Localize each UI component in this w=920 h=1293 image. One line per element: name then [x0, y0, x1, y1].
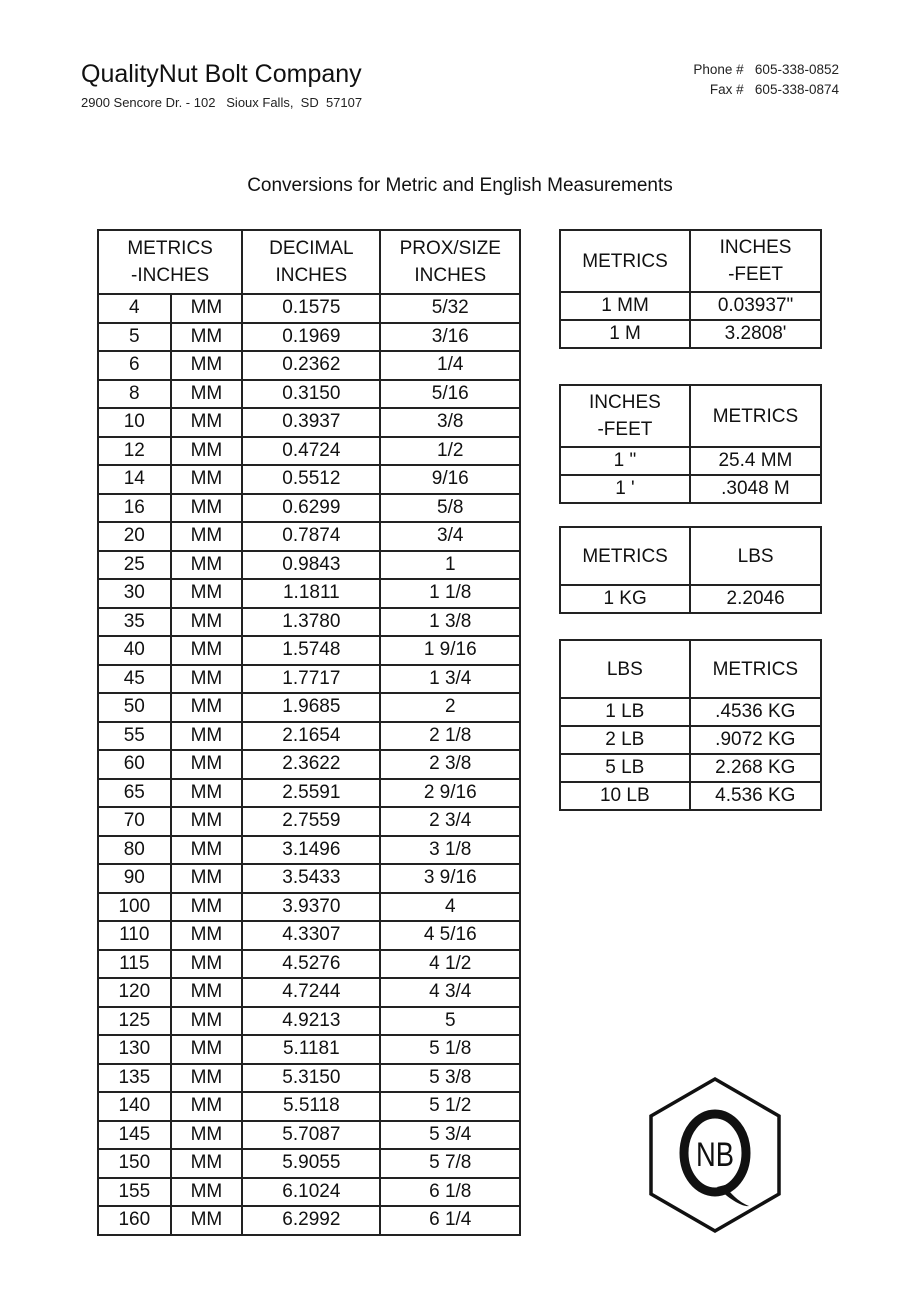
- table-row: [98, 494, 520, 523]
- mm-value: 70: [98, 807, 171, 836]
- mm-unit: MM: [171, 608, 243, 637]
- approx-size-inches: 1/2: [380, 437, 520, 466]
- column-header: [560, 527, 690, 585]
- table-header-row: [560, 527, 821, 585]
- mm-unit: MM: [171, 978, 243, 1007]
- to-value: 25.4 MM: [690, 447, 821, 475]
- mm-unit: MM: [171, 1149, 243, 1178]
- decimal-inches: 6.2992: [242, 1206, 380, 1235]
- mm-value: 125: [98, 1007, 171, 1036]
- mm-value: 120: [98, 978, 171, 1007]
- decimal-inches: 4.5276: [242, 950, 380, 979]
- table-row: [98, 408, 520, 437]
- table-row: [98, 351, 520, 380]
- mm-unit: MM: [171, 693, 243, 722]
- decimal-inches: 1.3780: [242, 608, 380, 637]
- from-value: 1 MM: [560, 292, 690, 320]
- mm-unit: MM: [171, 465, 243, 494]
- inches-feet-to-metric-table: [559, 384, 822, 504]
- column-header: [690, 230, 821, 292]
- decimal-inches: 0.2362: [242, 351, 380, 380]
- table-row: [98, 1178, 520, 1207]
- mm-unit: MM: [171, 722, 243, 751]
- approx-size-inches: 1: [380, 551, 520, 580]
- column-header: [690, 640, 821, 698]
- approx-size-inches: 4 1/2: [380, 950, 520, 979]
- mm-unit: MM: [171, 1035, 243, 1064]
- column-header-line: PROX/SIZE: [399, 238, 501, 259]
- phone-line: [693, 60, 839, 80]
- mm-value: 160: [98, 1206, 171, 1235]
- table-row: [98, 722, 520, 751]
- column-header-line: INCHES: [414, 265, 487, 286]
- from-value: 10 LB: [560, 782, 690, 810]
- decimal-inches: 0.3150: [242, 380, 380, 409]
- decimal-inches: 2.3622: [242, 750, 380, 779]
- table-row: [98, 836, 520, 865]
- table-row: [560, 754, 821, 782]
- mm-unit: MM: [171, 437, 243, 466]
- mm-unit: MM: [171, 551, 243, 580]
- table-row: [98, 1092, 520, 1121]
- table-row: [560, 585, 821, 613]
- table-row: [98, 551, 520, 580]
- approx-size-inches: 5 3/4: [380, 1121, 520, 1150]
- from-value: 1 ': [560, 475, 690, 503]
- decimal-inches: 4.7244: [242, 978, 380, 1007]
- approx-size-inches: 3 1/8: [380, 836, 520, 865]
- mm-unit: MM: [171, 1206, 243, 1235]
- decimal-inches: 2.1654: [242, 722, 380, 751]
- approx-size-inches: 5 3/8: [380, 1064, 520, 1093]
- approx-size-inches: 5 1/2: [380, 1092, 520, 1121]
- table-row: [98, 893, 520, 922]
- contact-info: [693, 60, 839, 100]
- approx-size-inches: 2 1/8: [380, 722, 520, 751]
- column-header: [98, 230, 242, 294]
- column-header: [560, 230, 690, 292]
- approx-size-inches: 2: [380, 693, 520, 722]
- mm-unit: MM: [171, 893, 243, 922]
- column-header-line: METRICS: [712, 658, 799, 680]
- table-header-row: [560, 640, 821, 698]
- mm-unit: MM: [171, 836, 243, 865]
- column-header: [560, 640, 690, 698]
- mm-value: 20: [98, 522, 171, 551]
- mm-unit: MM: [171, 779, 243, 808]
- decimal-inches: 1.7717: [242, 665, 380, 694]
- qnb-hexagon-logo-icon: [645, 1075, 785, 1235]
- column-header-line: LBS: [737, 545, 774, 567]
- table-row: [98, 1007, 520, 1036]
- table-row: [98, 579, 520, 608]
- table-header-row: [98, 230, 520, 294]
- table-row: [98, 750, 520, 779]
- decimal-inches: 5.1181: [242, 1035, 380, 1064]
- table-header-row: [560, 230, 821, 292]
- table-row: [98, 522, 520, 551]
- mm-value: 10: [98, 408, 171, 437]
- mm-unit: MM: [171, 380, 243, 409]
- mm-value: 25: [98, 551, 171, 580]
- to-value: .4536 KG: [690, 698, 821, 726]
- table-row: [560, 320, 821, 348]
- table-row: [560, 698, 821, 726]
- mm-unit: MM: [171, 636, 243, 665]
- to-value: .9072 KG: [690, 726, 821, 754]
- approx-size-inches: 3/4: [380, 522, 520, 551]
- fax-label: Fax #: [709, 82, 744, 97]
- mm-value: 35: [98, 608, 171, 637]
- column-header-line: DECIMAL: [269, 238, 354, 259]
- decimal-inches: 4.9213: [242, 1007, 380, 1036]
- approx-size-inches: 3 9/16: [380, 864, 520, 893]
- mm-unit: MM: [171, 807, 243, 836]
- mm-unit: MM: [171, 1121, 243, 1150]
- column-header-line: METRICS: [582, 250, 668, 272]
- column-header-line: METRICS: [127, 238, 213, 259]
- mm-value: 16: [98, 494, 171, 523]
- approx-size-inches: 5/16: [380, 380, 520, 409]
- mm-value: 65: [98, 779, 171, 808]
- mm-value: 145: [98, 1121, 171, 1150]
- approx-size-inches: 1/4: [380, 351, 520, 380]
- mm-unit: MM: [171, 494, 243, 523]
- mm-value: 55: [98, 722, 171, 751]
- decimal-inches: 0.1575: [242, 294, 380, 323]
- column-header-line: METRICS: [712, 405, 799, 427]
- mm-unit: MM: [171, 750, 243, 779]
- table-header-row: [560, 385, 821, 447]
- from-value: 1 KG: [560, 585, 690, 613]
- mm-unit: MM: [171, 1007, 243, 1036]
- decimal-inches: 4.3307: [242, 921, 380, 950]
- mm-value: 110: [98, 921, 171, 950]
- mm-unit: MM: [171, 579, 243, 608]
- approx-size-inches: 5/8: [380, 494, 520, 523]
- approx-size-inches: 1 3/4: [380, 665, 520, 694]
- table-row: [560, 726, 821, 754]
- kg-to-lbs-table: [559, 526, 822, 614]
- from-value: 1 ": [560, 447, 690, 475]
- decimal-inches: 3.1496: [242, 836, 380, 865]
- table-row: [98, 1121, 520, 1150]
- approx-size-inches: 6 1/8: [380, 1178, 520, 1207]
- mm-value: 12: [98, 437, 171, 466]
- mm-unit: MM: [171, 1178, 243, 1207]
- column-header: [690, 527, 821, 585]
- column-header-line: -INCHES: [131, 265, 210, 286]
- from-value: 1 M: [560, 320, 690, 348]
- mm-unit: MM: [171, 294, 243, 323]
- approx-size-inches: 9/16: [380, 465, 520, 494]
- table-row: [98, 864, 520, 893]
- approx-size-inches: 3/8: [380, 408, 520, 437]
- decimal-inches: 5.9055: [242, 1149, 380, 1178]
- column-header-line: LBS: [606, 658, 643, 680]
- table-row: [98, 921, 520, 950]
- mm-unit: MM: [171, 950, 243, 979]
- phone-number: 605-338-0852: [754, 62, 839, 77]
- mm-value: 45: [98, 665, 171, 694]
- table-row: [98, 465, 520, 494]
- to-value: 2.2046: [690, 585, 821, 613]
- table-row: [560, 475, 821, 503]
- decimal-inches: 3.5433: [242, 864, 380, 893]
- decimal-inches: 1.9685: [242, 693, 380, 722]
- column-header-line: INCHES: [719, 237, 792, 258]
- table-row: [98, 636, 520, 665]
- table-row: [98, 1149, 520, 1178]
- decimal-inches: 0.5512: [242, 465, 380, 494]
- mm-value: 130: [98, 1035, 171, 1064]
- table-row: [98, 294, 520, 323]
- table-row: [98, 608, 520, 637]
- mm-value: 6: [98, 351, 171, 380]
- logo-text: NB: [696, 1136, 734, 1174]
- decimal-inches: 6.1024: [242, 1178, 380, 1207]
- mm-value: 80: [98, 836, 171, 865]
- decimal-inches: 5.7087: [242, 1121, 380, 1150]
- mm-value: 140: [98, 1092, 171, 1121]
- mm-value: 100: [98, 893, 171, 922]
- decimal-inches: 3.9370: [242, 893, 380, 922]
- table-row: [560, 292, 821, 320]
- approx-size-inches: 4: [380, 893, 520, 922]
- decimal-inches: 5.3150: [242, 1064, 380, 1093]
- to-value: 4.536 KG: [690, 782, 821, 810]
- fax-line: [693, 80, 839, 100]
- table-row: [98, 323, 520, 352]
- company-name: QualityNut Bolt Company: [81, 60, 362, 88]
- mm-unit: MM: [171, 665, 243, 694]
- mm-value: 155: [98, 1178, 171, 1207]
- decimal-inches: 2.7559: [242, 807, 380, 836]
- metric-to-inches-feet-table: [559, 229, 822, 349]
- column-header-line: -FEET: [597, 419, 653, 440]
- approx-size-inches: 2 3/8: [380, 750, 520, 779]
- approx-size-inches: 1 9/16: [380, 636, 520, 665]
- decimal-inches: 0.1969: [242, 323, 380, 352]
- from-value: 5 LB: [560, 754, 690, 782]
- mm-value: 5: [98, 323, 171, 352]
- column-header: [242, 230, 380, 294]
- table-row: [98, 693, 520, 722]
- approx-size-inches: 5/32: [380, 294, 520, 323]
- mm-value: 115: [98, 950, 171, 979]
- decimal-inches: 1.5748: [242, 636, 380, 665]
- approx-size-inches: 1 3/8: [380, 608, 520, 637]
- table-row: [98, 1064, 520, 1093]
- column-header-line: -FEET: [728, 264, 783, 285]
- approx-size-inches: 6 1/4: [380, 1206, 520, 1235]
- approx-size-inches: 4 3/4: [380, 978, 520, 1007]
- table-row: [98, 380, 520, 409]
- approx-size-inches: 5 7/8: [380, 1149, 520, 1178]
- to-value: 2.268 KG: [690, 754, 821, 782]
- approx-size-inches: 4 5/16: [380, 921, 520, 950]
- mm-value: 60: [98, 750, 171, 779]
- mm-inch-conversion-table: [97, 229, 521, 1236]
- table-row: [560, 447, 821, 475]
- column-header-line: INCHES: [275, 265, 348, 286]
- to-value: 0.03937": [690, 292, 821, 320]
- approx-size-inches: 5: [380, 1007, 520, 1036]
- approx-size-inches: 3/16: [380, 323, 520, 352]
- mm-unit: MM: [171, 921, 243, 950]
- mm-value: 14: [98, 465, 171, 494]
- phone-label: Phone #: [693, 62, 744, 77]
- from-value: 1 LB: [560, 698, 690, 726]
- column-header: [560, 385, 690, 447]
- mm-value: 30: [98, 579, 171, 608]
- decimal-inches: 2.5591: [242, 779, 380, 808]
- column-header: [690, 385, 821, 447]
- mm-value: 150: [98, 1149, 171, 1178]
- table-row: [98, 950, 520, 979]
- decimal-inches: 0.7874: [242, 522, 380, 551]
- mm-value: 40: [98, 636, 171, 665]
- to-value: 3.2808': [690, 320, 821, 348]
- approx-size-inches: 2 3/4: [380, 807, 520, 836]
- decimal-inches: 1.1811: [242, 579, 380, 608]
- approx-size-inches: 2 9/16: [380, 779, 520, 808]
- mm-value: 135: [98, 1064, 171, 1093]
- decimal-inches: 0.9843: [242, 551, 380, 580]
- mm-unit: MM: [171, 1064, 243, 1093]
- table-row: [98, 665, 520, 694]
- company-address: 2900 Sencore Dr. - 102 Sioux Falls, SD 57107: [81, 95, 363, 110]
- mm-unit: MM: [171, 323, 243, 352]
- mm-value: 4: [98, 294, 171, 323]
- page-title: Conversions for Metric and English Measurements: [247, 175, 673, 196]
- mm-unit: MM: [171, 522, 243, 551]
- column-header-line: METRICS: [582, 545, 668, 567]
- to-value: .3048 M: [690, 475, 821, 503]
- approx-size-inches: 5 1/8: [380, 1035, 520, 1064]
- mm-value: 8: [98, 380, 171, 409]
- mm-unit: MM: [171, 408, 243, 437]
- lbs-to-kg-table: [559, 639, 822, 811]
- approx-size-inches: 1 1/8: [380, 579, 520, 608]
- fax-number: 605-338-0874: [754, 82, 839, 97]
- decimal-inches: 0.3937: [242, 408, 380, 437]
- table-row: [98, 437, 520, 466]
- mm-value: 90: [98, 864, 171, 893]
- table-row: [560, 782, 821, 810]
- table-row: [98, 779, 520, 808]
- decimal-inches: 5.5118: [242, 1092, 380, 1121]
- column-header: [380, 230, 520, 294]
- table-row: [98, 1206, 520, 1235]
- table-row: [98, 807, 520, 836]
- decimal-inches: 0.6299: [242, 494, 380, 523]
- column-header-line: INCHES: [589, 392, 661, 413]
- mm-unit: MM: [171, 864, 243, 893]
- mm-unit: MM: [171, 351, 243, 380]
- decimal-inches: 0.4724: [242, 437, 380, 466]
- mm-unit: MM: [171, 1092, 243, 1121]
- mm-value: 50: [98, 693, 171, 722]
- table-row: [98, 978, 520, 1007]
- from-value: 2 LB: [560, 726, 690, 754]
- table-row: [98, 1035, 520, 1064]
